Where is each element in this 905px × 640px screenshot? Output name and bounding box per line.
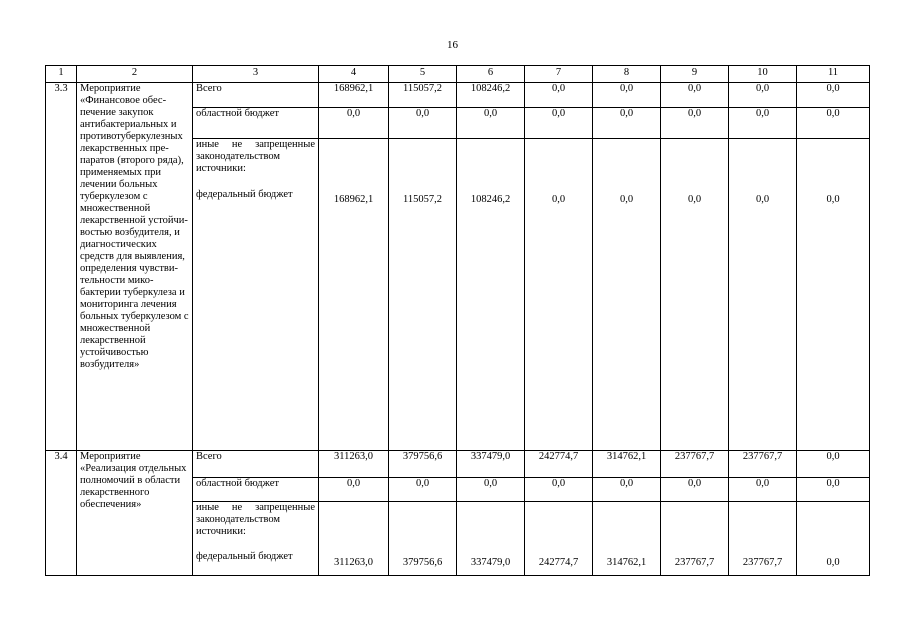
row-number: 3.3 — [46, 83, 77, 451]
table-header-row — [46, 66, 870, 83]
value-cell: 0,0 — [661, 139, 729, 451]
value-cell: 237767,7 — [729, 451, 797, 478]
budget-table — [45, 65, 870, 576]
value-cell: 108246,2 — [457, 139, 525, 451]
value-cell: 0,0 — [797, 502, 870, 576]
column-header: 7 — [525, 66, 593, 83]
source-label: областной бюджет — [193, 478, 319, 502]
value-cell: 0,0 — [319, 478, 389, 502]
value-cell: 0,0 — [593, 83, 661, 108]
value-cell: 168962,1 — [319, 83, 389, 108]
source-label-group — [193, 139, 319, 451]
measure-name: Мероприятие «Финансовое обеспечение закупок антибактериальных и противотуберкулезных лекарственных препаратов (второго ряда), применяемых при лечении больных туберкулезом с множественной лекарственной устойчивостью возбудителя, и диагностических средств для выявления, определения чувствительности микобактерии туберкулеза и мониторинга лечения больных туберкулезом с множественной лекарственной устойчивостью возбудителя» — [77, 83, 193, 451]
value-cell: 115057,2 — [389, 139, 457, 451]
column-header: 5 — [389, 66, 457, 83]
column-header: 8 — [593, 66, 661, 83]
column-header: 3 — [193, 66, 319, 83]
value-cell: 168962,1 — [319, 139, 389, 451]
value-cell: 0,0 — [661, 83, 729, 108]
value-cell: 311263,0 — [319, 502, 389, 576]
source-label: областной бюджет — [193, 108, 319, 139]
value-cell: 0,0 — [661, 108, 729, 139]
value-cell: 0,0 — [593, 478, 661, 502]
value-cell: 314762,1 — [593, 502, 661, 576]
value-cell: 379756,6 — [389, 502, 457, 576]
source-label-group — [193, 502, 319, 576]
value-cell: 0,0 — [797, 139, 870, 451]
value-cell: 0,0 — [729, 139, 797, 451]
value-cell: 0,0 — [729, 108, 797, 139]
value-cell: 337479,0 — [457, 502, 525, 576]
value-cell: 0,0 — [797, 108, 870, 139]
value-cell: 0,0 — [525, 478, 593, 502]
value-cell: 0,0 — [797, 478, 870, 502]
column-header: 1 — [46, 66, 77, 83]
value-cell: 237767,7 — [661, 502, 729, 576]
value-cell: 0,0 — [389, 108, 457, 139]
value-cell: 0,0 — [797, 451, 870, 478]
source-label: Всего — [193, 83, 319, 108]
source-label: Всего — [193, 451, 319, 478]
value-cell: 0,0 — [593, 139, 661, 451]
value-cell: 108246,2 — [457, 83, 525, 108]
value-cell: 237767,7 — [729, 502, 797, 576]
column-header: 4 — [319, 66, 389, 83]
value-cell: 0,0 — [319, 108, 389, 139]
other-sources-label: иные не запрещенные законодательством источники: — [196, 139, 315, 174]
value-cell: 242774,7 — [525, 451, 593, 478]
value-cell: 115057,2 — [389, 83, 457, 108]
value-cell: 0,0 — [525, 83, 593, 108]
value-cell: 242774,7 — [525, 502, 593, 576]
value-cell: 311263,0 — [319, 451, 389, 478]
value-cell: 0,0 — [593, 108, 661, 139]
value-cell: 0,0 — [729, 83, 797, 108]
value-cell: 379756,6 — [389, 451, 457, 478]
column-header: 10 — [729, 66, 797, 83]
measure-name: Мероприятие «Реализация отдельных полномочий в области лекарственного обеспечения» — [77, 451, 193, 576]
value-cell: 337479,0 — [457, 451, 525, 478]
value-cell: 0,0 — [661, 478, 729, 502]
federal-budget-label: федеральный бюджет — [196, 189, 293, 200]
value-cell: 0,0 — [389, 478, 457, 502]
column-header: 6 — [457, 66, 525, 83]
value-cell: 0,0 — [525, 139, 593, 451]
spacer — [196, 538, 315, 551]
value-cell: 0,0 — [729, 478, 797, 502]
other-sources-label: иные не запрещенные законодательством источники: — [196, 502, 315, 537]
row-number: 3.4 — [46, 451, 77, 576]
value-cell: 237767,7 — [661, 451, 729, 478]
column-header: 2 — [77, 66, 193, 83]
value-cell: 0,0 — [457, 108, 525, 139]
federal-budget-label: федеральный бюджет — [196, 551, 293, 562]
table-row — [46, 83, 870, 108]
column-header: 9 — [661, 66, 729, 83]
column-header: 11 — [797, 66, 870, 83]
spacer — [196, 175, 315, 189]
table-row — [46, 451, 870, 478]
page-number: 16 — [447, 39, 458, 51]
value-cell: 0,0 — [525, 108, 593, 139]
value-cell: 314762,1 — [593, 451, 661, 478]
value-cell: 0,0 — [797, 83, 870, 108]
value-cell: 0,0 — [457, 478, 525, 502]
